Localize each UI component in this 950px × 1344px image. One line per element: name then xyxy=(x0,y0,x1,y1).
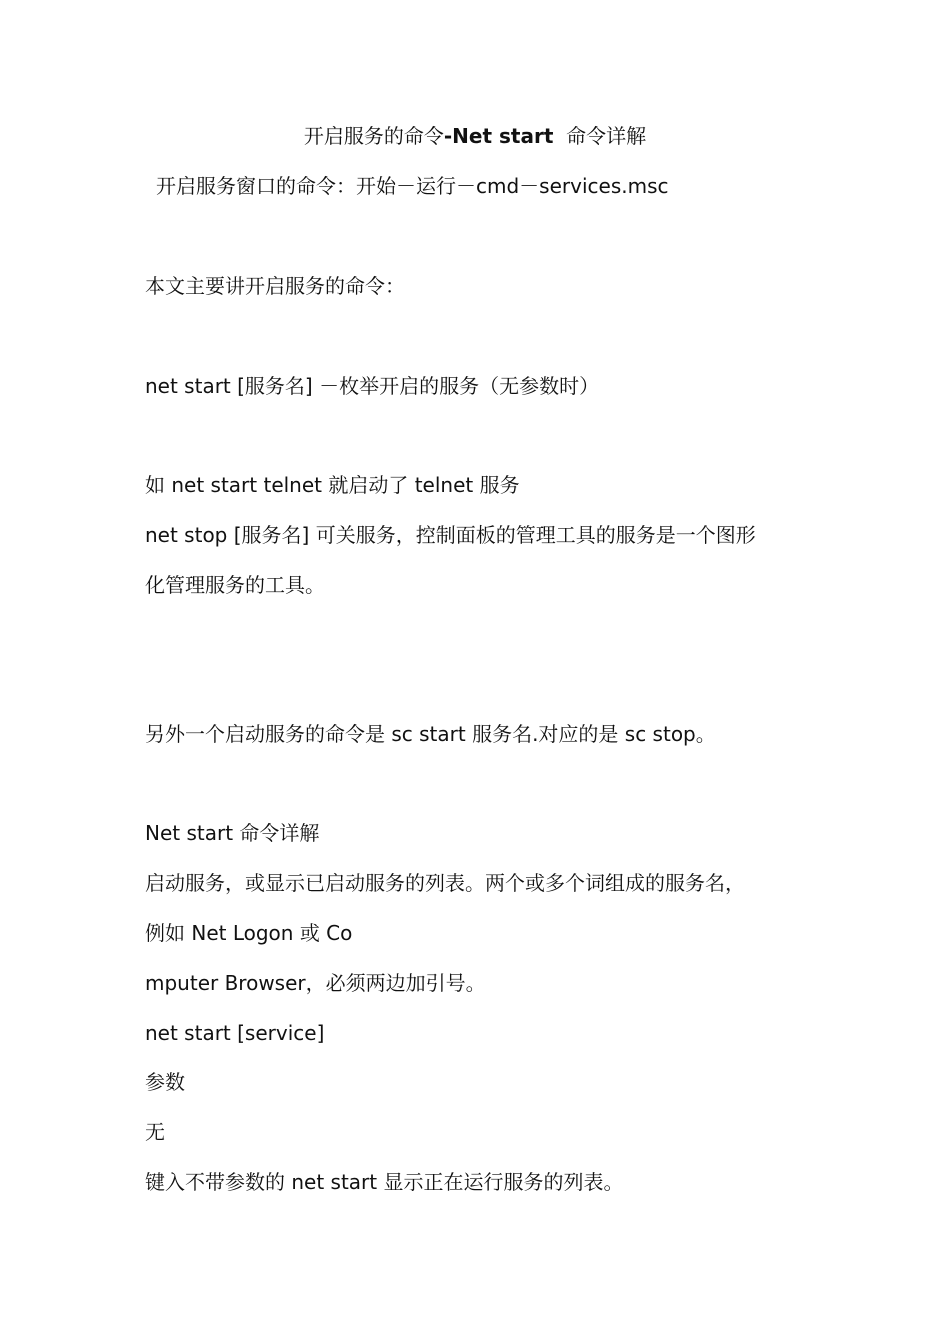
parameters-heading: 参数 xyxy=(145,1070,185,1094)
paragraph-description-line1: 启动服务，或显示已启动服务的列表。两个或多个词组成的服务名， xyxy=(145,871,745,895)
paragraph-telnet-example: 如 net start telnet 就启动了 telnet 服务 xyxy=(145,473,520,497)
paragraph-description-line2: 例如 Net Logon 或 Co xyxy=(145,921,353,945)
title-text-part-2: -Net start xyxy=(443,124,554,148)
paragraph-net-stop-line2: 化管理服务的工具。 xyxy=(145,573,325,597)
title-text-part-3: 命令详解 xyxy=(553,124,647,148)
paragraph-sc-start: 另外一个启动服务的命令是 sc start 服务名.对应的是 sc stop。 xyxy=(145,722,716,746)
title-text-part-1: 开启服务的命令 xyxy=(303,124,444,148)
paragraph-description-line3: mputer Browser，必须两边加引号。 xyxy=(145,971,486,995)
paragraph-net-stop-line1: net stop [服务名] 可关服务，控制面板的管理工具的服务是一个图形 xyxy=(145,523,756,547)
paragraph-net-start-syntax: net start [服务名] －枚举开启的服务（无参数时） xyxy=(145,374,600,398)
paragraph-intro: 本文主要讲开启服务的命令： xyxy=(145,274,405,298)
section-heading-net-start: Net start 命令详解 xyxy=(145,821,320,845)
paragraph-services-window: 开启服务窗口的命令：开始－运行－cmd－services.msc xyxy=(156,174,669,198)
document-title xyxy=(0,122,950,150)
paragraph-no-params: 键入不带参数的 net start 显示正在运行服务的列表。 xyxy=(145,1170,624,1194)
parameters-none: 无 xyxy=(145,1120,165,1144)
syntax-line: net start [service] xyxy=(145,1021,325,1045)
